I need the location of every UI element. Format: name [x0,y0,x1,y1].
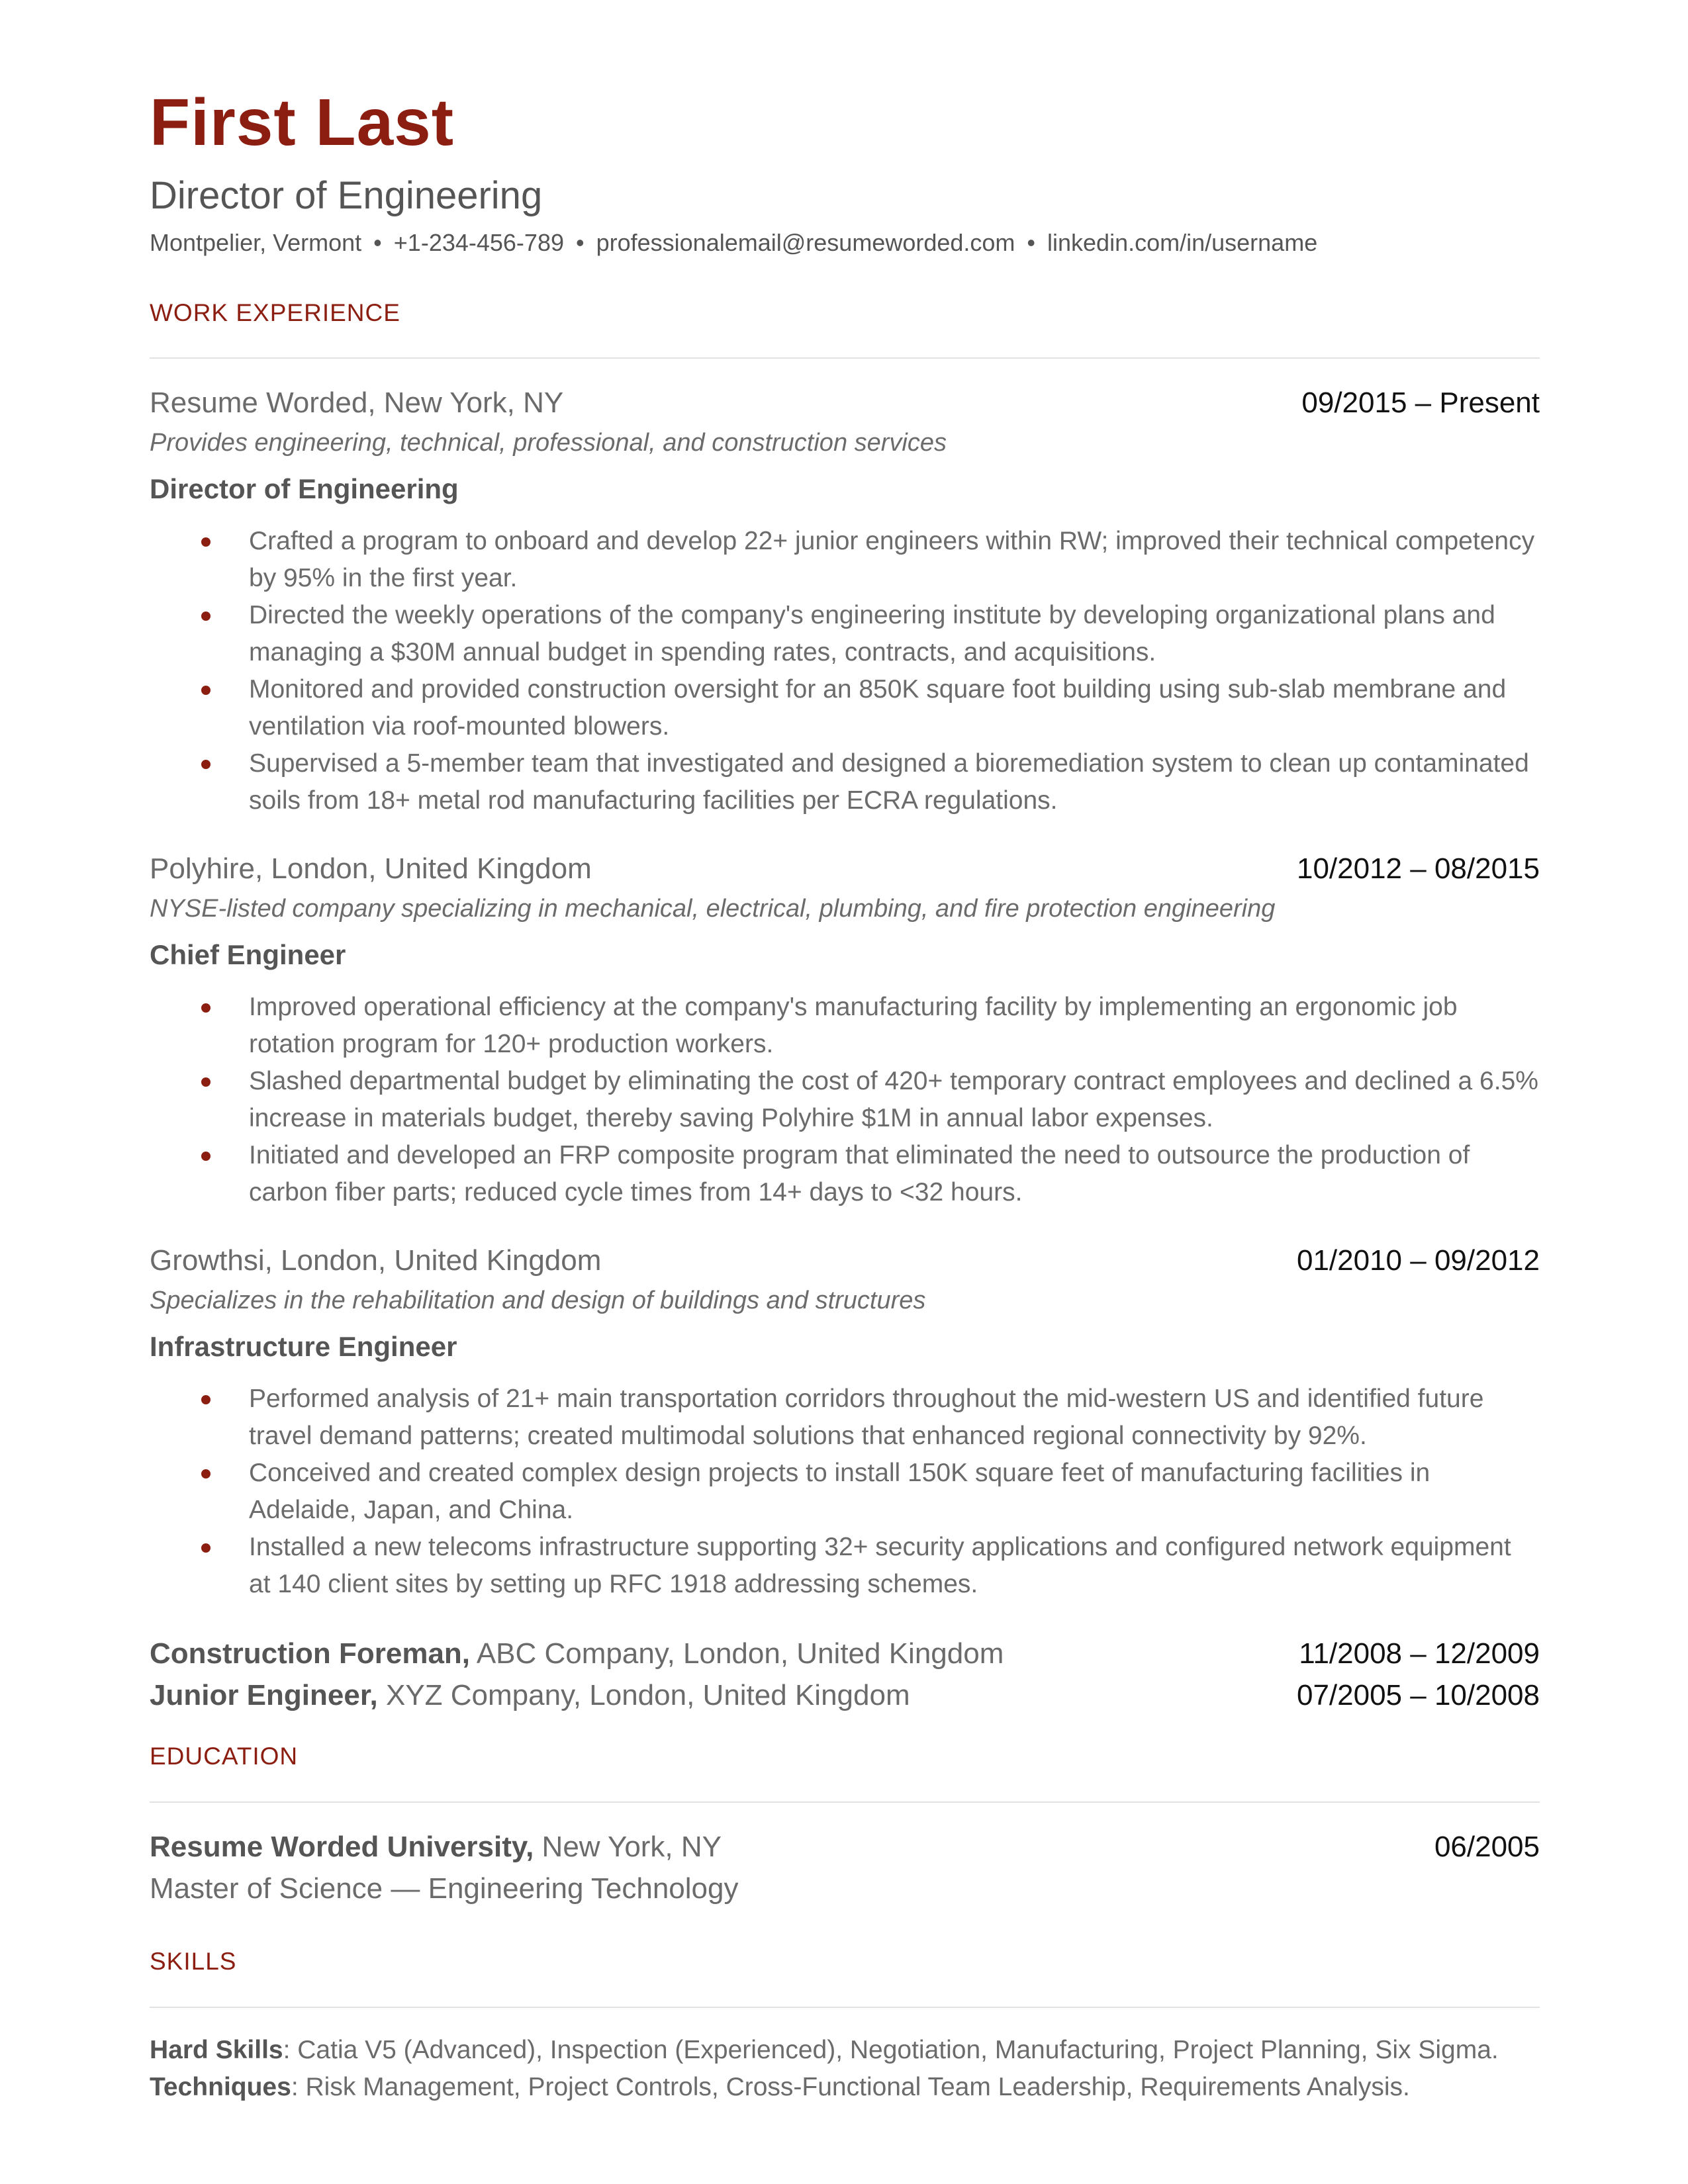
candidate-name: First Last [150,85,455,159]
bullet-icon [201,1469,211,1479]
section-heading-work: WORK EXPERIENCE [150,299,400,326]
education-degree: Master of Science — Engineering Technology [150,1872,739,1905]
list-item: Slashed departmental budget by eliminating the cost of 420+ temporary contract employees and declined a 6.5% increase in materials budget, thereby saving Polyhire $1M in annual labor expenses. [150,1063,1540,1137]
earlier-role: Junior Engineer, XYZ Company, London, United Kingdom [150,1679,910,1711]
list-item: Initiated and developed an FRP composite program that eliminated the need to outsource the production of carbon fiber parts; reduced cycle times from 14+ days to <32 hours. [150,1137,1540,1211]
bullet-icon [201,1003,211,1013]
list-item: Installed a new telecoms infrastructure supporting 32+ security applications and configured network equipment at 140 client sites by setting up RFC 1918 addressing schemes. [150,1529,1540,1603]
list-item: Conceived and created complex design projects to install 150K square feet of manufacturing facilities in Adelaide, Japan, and China. [150,1455,1540,1529]
contact-phone: +1-234-456-789 [393,229,564,256]
bullet-icon [201,1152,211,1161]
job-company: Polyhire, London, United Kingdom [150,852,592,885]
separator: • [373,229,382,256]
section-heading-education: EDUCATION [150,1743,299,1770]
section-divider [150,357,1540,359]
job-company: Resume Worded, New York, NY [150,387,564,419]
job-description: Specializes in the rehabilitation and design of buildings and structures [150,1287,926,1314]
section-divider [150,1801,1540,1803]
contact-linkedin[interactable]: linkedin.com/in/username [1047,229,1318,256]
contact-location: Montpelier, Vermont [150,229,362,256]
section-heading-skills: SKILLS [150,1948,237,1975]
job-role: Director of Engineering [150,473,459,504]
job-bullets [150,1381,1540,1603]
list-item: Directed the weekly operations of the company's engineering institute by developing organizational plans and managing a $30M annual budget in spending rates, contracts, and acquisitions. [150,597,1540,671]
contact-email[interactable]: professionalemail@resumeworded.com [596,229,1015,256]
bullet-icon [201,686,211,695]
list-item: Supervised a 5-member team that investigated and designed a bioremediation system to clean up contaminated soils from 18+ metal rod manufacturing facilities per ECRA regulations. [150,745,1540,819]
job-dates: 11/2008 – 12/2009 [1299,1637,1540,1670]
job-dates: 09/2015 – Present [1301,387,1540,419]
job-role: Chief Engineer [150,939,346,970]
list-item: Improved operational efficiency at the company's manufacturing facility by implementing an ergonomic job rotation program for 120+ production workers. [150,989,1540,1063]
education-school: Resume Worded University, New York, NY [150,1831,722,1863]
list-item: Performed analysis of 21+ main transportation corridors throughout the mid-western US and identified future travel demand patterns; created multimodal solutions that enhanced regional connectivity by 92%. [150,1381,1540,1455]
bullet-icon [201,612,211,621]
bullet-icon [201,1077,211,1087]
list-item: Crafted a program to onboard and develop 22+ junior engineers within RW; improved their technical competency by 95% in the first year. [150,523,1540,597]
hard-skills: Hard Skills: Catia V5 (Advanced), Inspection (Experienced), Negotiation, Manufacturing, Project Planning, Six Sigma. [150,2036,1499,2064]
job-dates: 10/2012 – 08/2015 [1296,852,1540,885]
bullet-icon [201,760,211,769]
techniques: Techniques: Risk Management, Project Controls, Cross-Functional Team Leadership, Requirements Analysis. [150,2073,1410,2101]
separator: • [575,229,585,256]
job-dates: 07/2005 – 10/2008 [1296,1679,1540,1711]
bullet-icon [201,537,211,547]
section-divider [150,2007,1540,2008]
bullet-icon [201,1543,211,1553]
education-date: 06/2005 [1434,1831,1540,1863]
contact-line [150,229,1317,257]
candidate-title: Director of Engineering [150,174,543,217]
job-company: Growthsi, London, United Kingdom [150,1244,602,1277]
job-bullets [150,989,1540,1211]
list-item: Monitored and provided construction oversight for an 850K square foot building using sub-slab membrane and ventilation via roof-mounted blowers. [150,671,1540,745]
earlier-role: Construction Foreman, ABC Company, London, United Kingdom [150,1637,1004,1670]
job-description: Provides engineering, technical, professional, and construction services [150,429,947,457]
bullet-icon [201,1395,211,1404]
job-dates: 01/2010 – 09/2012 [1296,1244,1540,1277]
job-role: Infrastructure Engineer [150,1331,457,1362]
job-bullets [150,523,1540,819]
separator: • [1027,229,1036,256]
job-description: NYSE-listed company specializing in mechanical, electrical, plumbing, and fire protection engineering [150,895,1276,923]
